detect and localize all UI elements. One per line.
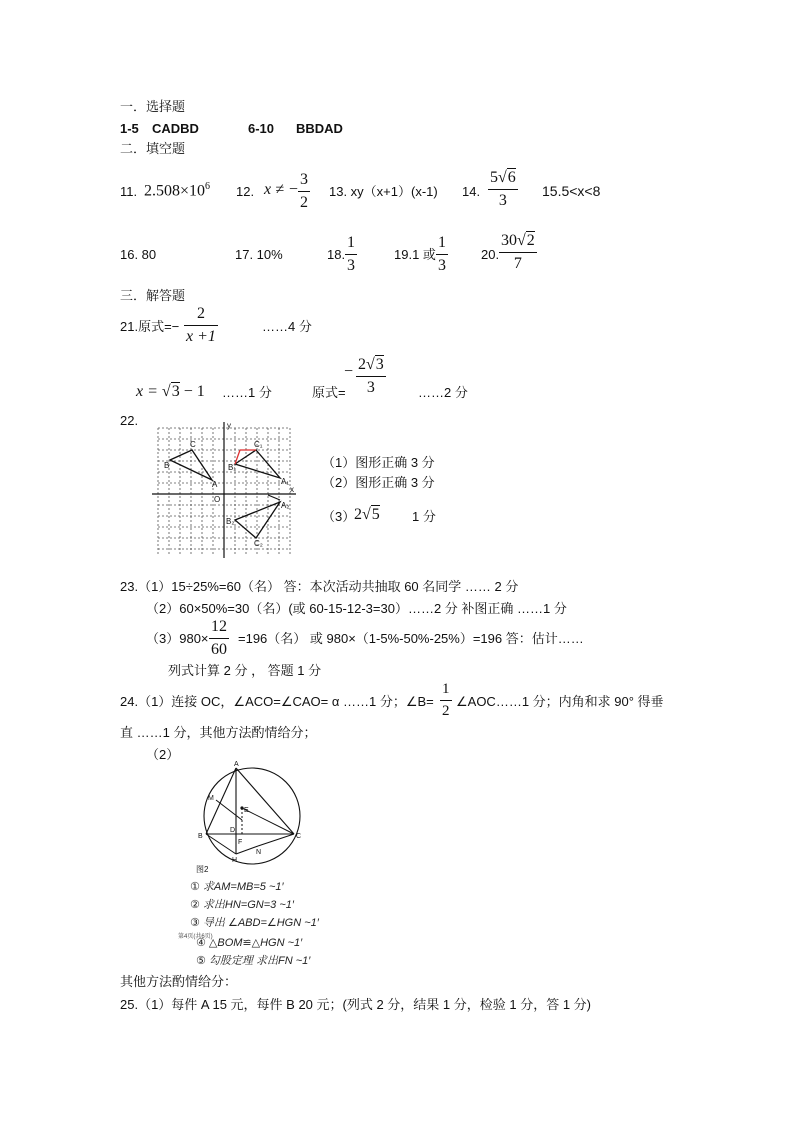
- q21-result-fraction: $\frac{2√3}{3}$: [358, 356, 384, 396]
- svg-text:M: M: [208, 795, 214, 802]
- q17-answer: 17. 10%: [235, 247, 283, 262]
- q22-item3-value: 2√5: [354, 506, 380, 523]
- svg-text:C₁: C₁: [254, 440, 263, 449]
- q18-number: 18.: [327, 247, 346, 262]
- svg-text:B: B: [164, 461, 170, 470]
- q16-answer: 16. 80: [120, 247, 157, 262]
- q24-circle-figure: [192, 758, 312, 878]
- q21-x-value: x = √3 − 1: [136, 383, 205, 400]
- q15-answer: 15.5<x<8: [542, 183, 601, 199]
- q23-line3-prefix: （3）980×: [146, 631, 209, 646]
- svg-text:N: N: [256, 849, 262, 856]
- q21-line1-prefix: 21.原式=−: [120, 319, 180, 334]
- q14-fraction: $\frac{5√6}{3}$: [490, 169, 516, 209]
- q24-line1-b: ∠AOC……1 分；内角和求 90° 得垂: [456, 694, 664, 709]
- q22-item3-prefix: （3）: [322, 509, 356, 524]
- q24-figure-caption: 图2: [196, 865, 209, 874]
- fill-section-title: 二．填空题: [120, 141, 186, 156]
- svg-text:D: D: [230, 827, 236, 834]
- svg-text:B₁: B₁: [228, 463, 237, 472]
- svg-text:x: x: [290, 485, 294, 494]
- q21-line2-score1: ……1 分: [222, 385, 272, 400]
- q21-line1-score: ……4 分: [262, 319, 312, 334]
- q23-line2: （2）60×50%=30（名）(或 60-15-12-3=30）……2 分 补图正确 ……1 分: [146, 601, 567, 616]
- svg-text:A₂: A₂: [281, 501, 290, 510]
- q12-number: 12.: [236, 184, 255, 199]
- q22-number: 22.: [120, 413, 139, 428]
- q24-line2: 直 ……1 分，其他方法酌情给分；: [120, 725, 317, 740]
- q11-answer: $2.508\times 10^6$: [144, 181, 211, 200]
- q18-fraction: $\frac{1}{3}$: [347, 234, 355, 274]
- q24-hand-step2: ② 求出HN=GN=3 ~1′: [190, 899, 294, 911]
- svg-text:A: A: [234, 761, 239, 768]
- solve-section-title: 三．解答题: [120, 288, 186, 303]
- choice-6-10-answers: BBDAD: [296, 121, 343, 136]
- q24-hand-step3: ③ 导出 ∠ABD=∠HGN ~1′: [190, 917, 319, 929]
- choice-1-5-label: 1-5: [120, 121, 139, 136]
- q20-fraction: $\frac{30√2}{7}$: [501, 232, 535, 272]
- q23-line1: 23.（1）15÷25%=60（名） 答：本次活动共抽取 60 名同学 …… 2 分: [120, 579, 519, 594]
- q22-item3-score: 1 分: [412, 509, 436, 524]
- q22-item2: （2）图形正确 3 分: [322, 475, 435, 490]
- q24-line1-a: 24.（1）连接 OC，∠ACO=∠CAO= α ……1 分；∠B=: [120, 694, 434, 709]
- svg-text:E: E: [244, 807, 249, 814]
- choice-1-5-answers: CADBD: [152, 121, 199, 136]
- q21-neg-sign: −: [344, 363, 354, 380]
- q21-line2-mid: 原式=: [312, 385, 346, 400]
- q24-page-note: 第4页(共6页): [178, 934, 213, 940]
- svg-text:C: C: [190, 440, 196, 449]
- choice-section-title: 一．选择题: [120, 99, 186, 114]
- svg-text:B: B: [198, 833, 203, 840]
- q24-hand-step1: ① 求AM=MB=5 ~1′: [190, 881, 284, 893]
- svg-text:H: H: [232, 857, 238, 864]
- q20-number: 20.: [481, 247, 500, 262]
- svg-text:C: C: [296, 833, 302, 840]
- q11-number: 11.: [120, 184, 138, 199]
- q24-hand-step4: ④ △BOM≌△HGN ~1′: [196, 937, 303, 949]
- q24-part2-label: （2）: [146, 747, 180, 762]
- svg-text:A: A: [212, 480, 218, 489]
- svg-text:O: O: [214, 495, 221, 504]
- q14-number: 14.: [462, 184, 481, 199]
- q22-coordinate-grid-figure: [150, 420, 300, 560]
- q22-item1: （1）图形正确 3 分: [322, 455, 435, 470]
- q13-answer: 13. xy（x+1）(x-1): [329, 184, 438, 199]
- svg-text:F: F: [238, 839, 243, 846]
- q24-hand-step5: ⑤ 勾股定理 求出FN ~1′: [196, 955, 311, 967]
- svg-text:C₂: C₂: [254, 539, 263, 548]
- choice-6-10-label: 6-10: [248, 121, 275, 136]
- q25-line1: 25.（1）每件 A 15 元，每件 B 20 元；(列式 2 分，结果 1 分，检验 1 分，答 1 分): [120, 997, 591, 1012]
- q23-line3-rest: =196（名） 或 980×（1-5%-50%-25%）=196 答：估计……: [238, 631, 584, 646]
- q21-line2-score2: ……2 分: [418, 385, 468, 400]
- q19-answer: 19.1 或: [394, 247, 436, 262]
- q23-line3-fraction: $\frac{12}{60}$: [211, 618, 227, 658]
- q19-fraction: $\frac{1}{3}$: [438, 234, 446, 274]
- svg-text:A₁: A₁: [281, 477, 290, 486]
- q24-other-methods: 其他方法酌情给分：: [120, 974, 238, 989]
- q21-line1-fraction: $\frac{2}{x +1}$: [186, 305, 216, 345]
- q24-half-fraction: $\frac{1}{2}$: [442, 681, 450, 719]
- svg-text:y: y: [227, 421, 231, 430]
- q12-fraction: $\frac{3}{2}$: [300, 171, 308, 211]
- svg-text:B₂: B₂: [226, 517, 235, 526]
- q23-line4: 列式计算 2 分 ， 答题 1 分: [168, 663, 322, 678]
- q12-lhs: x ≠ −: [264, 181, 299, 198]
